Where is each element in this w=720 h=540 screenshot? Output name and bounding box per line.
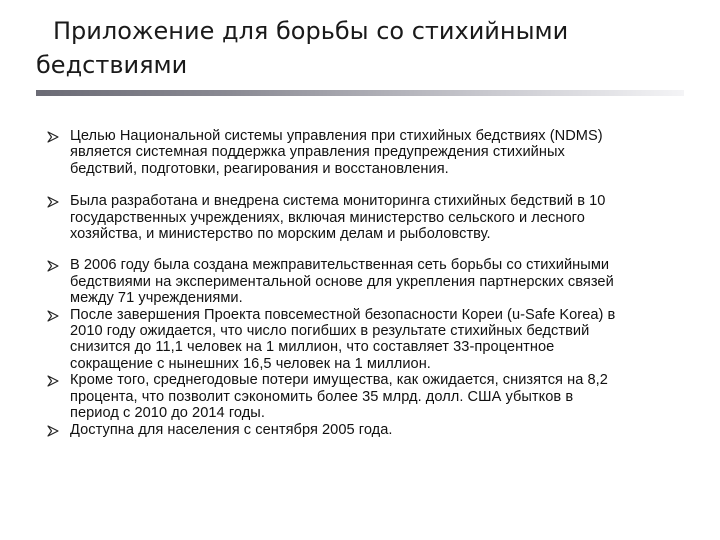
bullet-list xyxy=(47,128,677,438)
arrow-bullet-icon xyxy=(47,375,59,387)
slide-title-line-2: бедствиями xyxy=(36,51,188,79)
bullet-text-line: процента, что позволит сэкономить более 35 млрд. долл. США убытков в xyxy=(70,388,574,405)
bullet-text-line: сокращение с нынешних 16,5 человек на 1 миллион. xyxy=(70,355,431,372)
arrow-bullet-icon xyxy=(47,310,59,322)
arrow-bullet-icon xyxy=(47,425,59,437)
bullet-text-line: В 2006 году была создана межправительственная сеть борьбы со стихийными xyxy=(70,257,610,274)
bullet-text-line: между 71 учреждениями. xyxy=(70,290,243,307)
bullet-item-monitoring-system xyxy=(47,193,677,242)
bullet-text-line: Была разработана и внедрена система мониторинга стихийных бедствий в 10 xyxy=(70,193,606,210)
title-underline-bar xyxy=(36,90,684,96)
bullet-text-line: После завершения Проекта повсеместной безопасности Кореи (u-Safe Korea) в xyxy=(70,306,616,323)
bullet-text-line: период с 2010 до 2014 годы. xyxy=(70,405,265,422)
arrow-bullet-icon xyxy=(47,131,59,143)
bullet-text-line: бедствий, подготовки, реагирования и восстановления. xyxy=(70,160,449,177)
arrow-bullet-icon xyxy=(47,196,59,208)
bullet-item-u-safe-korea xyxy=(47,307,677,373)
bullet-text-line: хозяйства, и министерство по морским делам и рыболовству. xyxy=(70,226,491,243)
bullet-text-line: Доступна для населения с сентября 2005 года. xyxy=(70,421,393,438)
arrow-bullet-icon xyxy=(47,260,59,272)
bullet-text-line: государственных учреждениях, включая министерство сельского и лесного xyxy=(70,209,585,226)
slide-title-line-1: Приложение для борьбы со стихийными xyxy=(53,17,569,45)
bullet-item-intergovernmental-network xyxy=(47,257,677,306)
bullet-item-ndms-goal xyxy=(47,128,677,177)
bullet-text-line: бедствиями на экспериментальной основе для укрепления партнерских связей xyxy=(70,273,614,290)
bullet-text-line: является системная поддержка управления предупреждения стихийных xyxy=(70,144,565,161)
slide-title xyxy=(36,14,676,82)
bullet-text-line: Кроме того, среднегодовые потери имущества, как ожидается, снизятся на 8,2 xyxy=(70,372,608,389)
bullet-text-line: 2010 году ожидается, что число погибших в результате стихийных бедствий xyxy=(70,323,590,340)
bullet-item-public-availability xyxy=(47,422,677,438)
bullet-item-property-losses xyxy=(47,372,677,421)
bullet-text-line: Целью Национальной системы управления при стихийных бедствиях (NDMS) xyxy=(70,128,603,144)
bullet-text-line: снизится до 11,1 человек на 1 миллион, что составляет 33-процентное xyxy=(70,339,555,356)
